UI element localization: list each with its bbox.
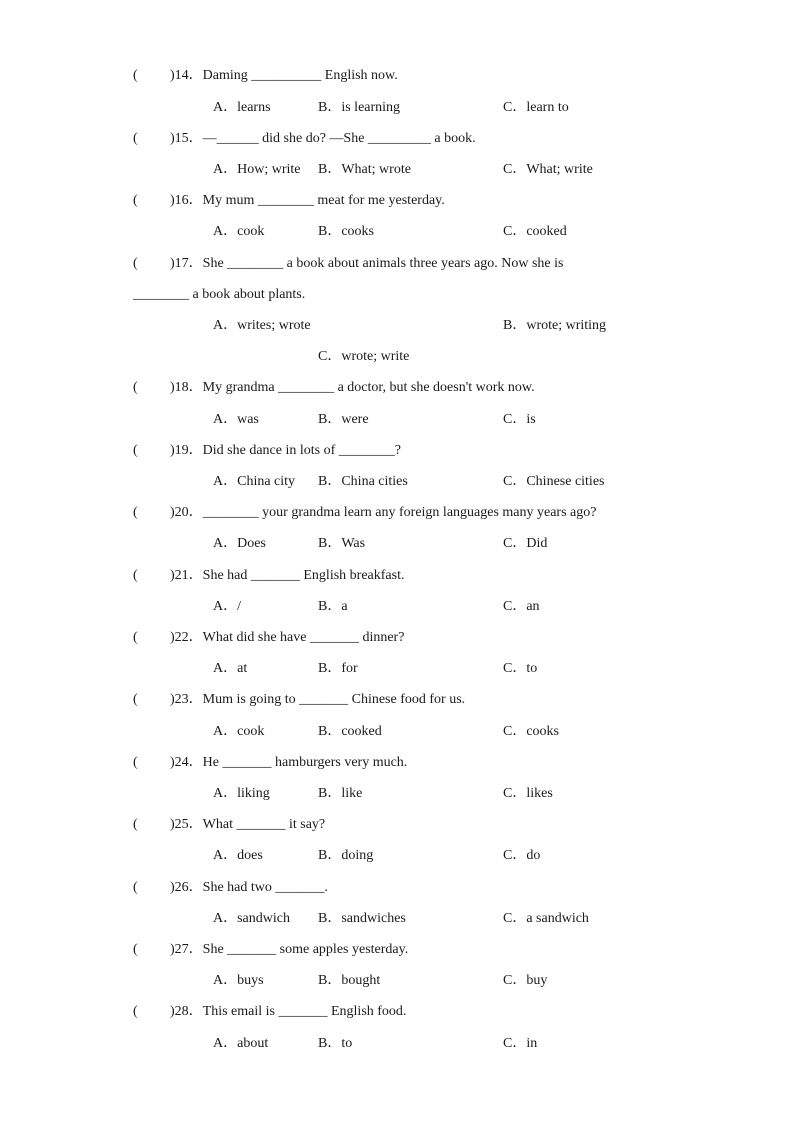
question-24	[0, 753, 794, 773]
option-c[interactable]: C．Did	[503, 536, 548, 551]
answer-blank[interactable]: (	[133, 817, 138, 832]
option-b[interactable]: B．What; wrote	[318, 162, 411, 177]
question-21	[0, 566, 794, 586]
option-a[interactable]: A．Does	[213, 536, 266, 551]
option-c[interactable]: C．learn to	[503, 100, 569, 115]
option-a[interactable]: A．cook	[213, 724, 265, 739]
question-text: )23．Mum is going to _______ Chinese food for us.	[170, 692, 466, 707]
option-a[interactable]: A．does	[213, 848, 263, 863]
options-25	[0, 846, 794, 866]
options-19	[0, 472, 794, 492]
question-text: )14．Daming __________ English now.	[170, 68, 398, 83]
option-b[interactable]: B．were	[318, 412, 369, 427]
answer-blank[interactable]: (	[133, 380, 138, 395]
option-b[interactable]: B．wrote; writing	[503, 318, 607, 333]
question-20	[0, 503, 794, 523]
option-c[interactable]: C．in	[503, 1036, 538, 1051]
question-text: )27．She _______ some apples yesterday.	[170, 942, 409, 957]
options-22	[0, 659, 794, 679]
option-c[interactable]: C．do	[503, 848, 541, 863]
option-c[interactable]: C．an	[503, 599, 540, 614]
options-17	[0, 316, 794, 336]
answer-blank[interactable]: (	[133, 443, 138, 458]
question-text: )24．He _______ hamburgers very much.	[170, 755, 408, 770]
question-text: )16．My mum ________ meat for me yesterday.	[170, 193, 445, 208]
question-17-continuation	[0, 285, 794, 305]
option-a[interactable]: A．sandwich	[213, 911, 290, 926]
answer-blank[interactable]: (	[133, 1004, 138, 1019]
options-15	[0, 160, 794, 180]
option-c[interactable]: C．What; write	[503, 162, 593, 177]
question-15	[0, 129, 794, 149]
option-b[interactable]: B．sandwiches	[318, 911, 406, 926]
answer-blank[interactable]: (	[133, 256, 138, 271]
question-14	[0, 66, 794, 86]
question-28	[0, 1002, 794, 1022]
option-b[interactable]: B．cooked	[318, 724, 382, 739]
option-b[interactable]: B．bought	[318, 973, 381, 988]
question-text: )28．This email is _______ English food.	[170, 1004, 407, 1019]
option-b[interactable]: B．doing	[318, 848, 374, 863]
question-25	[0, 815, 794, 835]
question-19	[0, 441, 794, 461]
option-a[interactable]: A．liking	[213, 786, 270, 801]
option-a[interactable]: A．about	[213, 1036, 269, 1051]
options-20	[0, 534, 794, 554]
answer-blank[interactable]: (	[133, 755, 138, 770]
option-a[interactable]: A．at	[213, 661, 248, 676]
option-c[interactable]: C．to	[503, 661, 538, 676]
question-17	[0, 254, 794, 274]
option-a[interactable]: A．How; write	[213, 162, 301, 177]
options-16	[0, 222, 794, 242]
option-b[interactable]: B．a	[318, 599, 348, 614]
options-18	[0, 410, 794, 430]
question-text: )17．She ________ a book about animals three years ago. Now she is	[170, 256, 564, 271]
option-b[interactable]: B．to	[318, 1036, 353, 1051]
option-c[interactable]: C．likes	[503, 786, 553, 801]
option-a[interactable]: A．cook	[213, 224, 265, 239]
options-14	[0, 98, 794, 118]
option-a[interactable]: A．buys	[213, 973, 264, 988]
option-c[interactable]: C．Chinese cities	[503, 474, 605, 489]
options-21	[0, 597, 794, 617]
question-text: )20．________ your grandma learn any foreign languages many years ago?	[170, 505, 597, 520]
options-24	[0, 784, 794, 804]
options-17-row2	[0, 347, 794, 367]
question-text: )22．What did she have _______ dinner?	[170, 630, 405, 645]
question-text: )15．—______ did she do? —She _________ a book.	[170, 131, 476, 146]
option-b[interactable]: B．for	[318, 661, 358, 676]
question-27	[0, 940, 794, 960]
option-a[interactable]: A．was	[213, 412, 259, 427]
option-c[interactable]: C．buy	[503, 973, 548, 988]
question-23	[0, 690, 794, 710]
question-text: )26．She had two _______.	[170, 880, 328, 895]
option-c[interactable]: C．wrote; write	[318, 349, 410, 364]
option-b[interactable]: B．like	[318, 786, 363, 801]
options-23	[0, 722, 794, 742]
option-b[interactable]: B．is learning	[318, 100, 401, 115]
question-text: )18．My grandma ________ a doctor, but she doesn't work now.	[170, 380, 535, 395]
answer-blank[interactable]: (	[133, 505, 138, 520]
question-text: )21．She had _______ English breakfast.	[170, 568, 405, 583]
answer-blank[interactable]: (	[133, 568, 138, 583]
option-a[interactable]: A．China city	[213, 474, 296, 489]
answer-blank[interactable]: (	[133, 942, 138, 957]
question-16	[0, 191, 794, 211]
options-27	[0, 971, 794, 991]
options-28	[0, 1034, 794, 1054]
answer-blank[interactable]: (	[133, 131, 138, 146]
question-text: )25．What _______ it say?	[170, 817, 326, 832]
option-a[interactable]: A．/	[213, 599, 241, 614]
option-b[interactable]: B．China cities	[318, 474, 408, 489]
option-b[interactable]: B．cooks	[318, 224, 374, 239]
options-26	[0, 909, 794, 929]
answer-blank[interactable]: (	[133, 630, 138, 645]
option-c[interactable]: C．cooks	[503, 724, 559, 739]
question-26	[0, 878, 794, 898]
question-18	[0, 378, 794, 398]
question-text-continued: ________ a book about plants.	[133, 287, 306, 302]
question-22	[0, 628, 794, 648]
option-b[interactable]: B．Was	[318, 536, 366, 551]
option-a[interactable]: A．learns	[213, 100, 271, 115]
option-a[interactable]: A．writes; wrote	[213, 318, 311, 333]
question-text: )19．Did she dance in lots of ________?	[170, 443, 401, 458]
option-c[interactable]: C．is	[503, 412, 536, 427]
answer-blank[interactable]: (	[133, 692, 138, 707]
answer-blank[interactable]: (	[133, 68, 138, 83]
answer-blank[interactable]: (	[133, 193, 138, 208]
option-c[interactable]: C．cooked	[503, 224, 567, 239]
option-c[interactable]: C．a sandwich	[503, 911, 589, 926]
answer-blank[interactable]: (	[133, 880, 138, 895]
